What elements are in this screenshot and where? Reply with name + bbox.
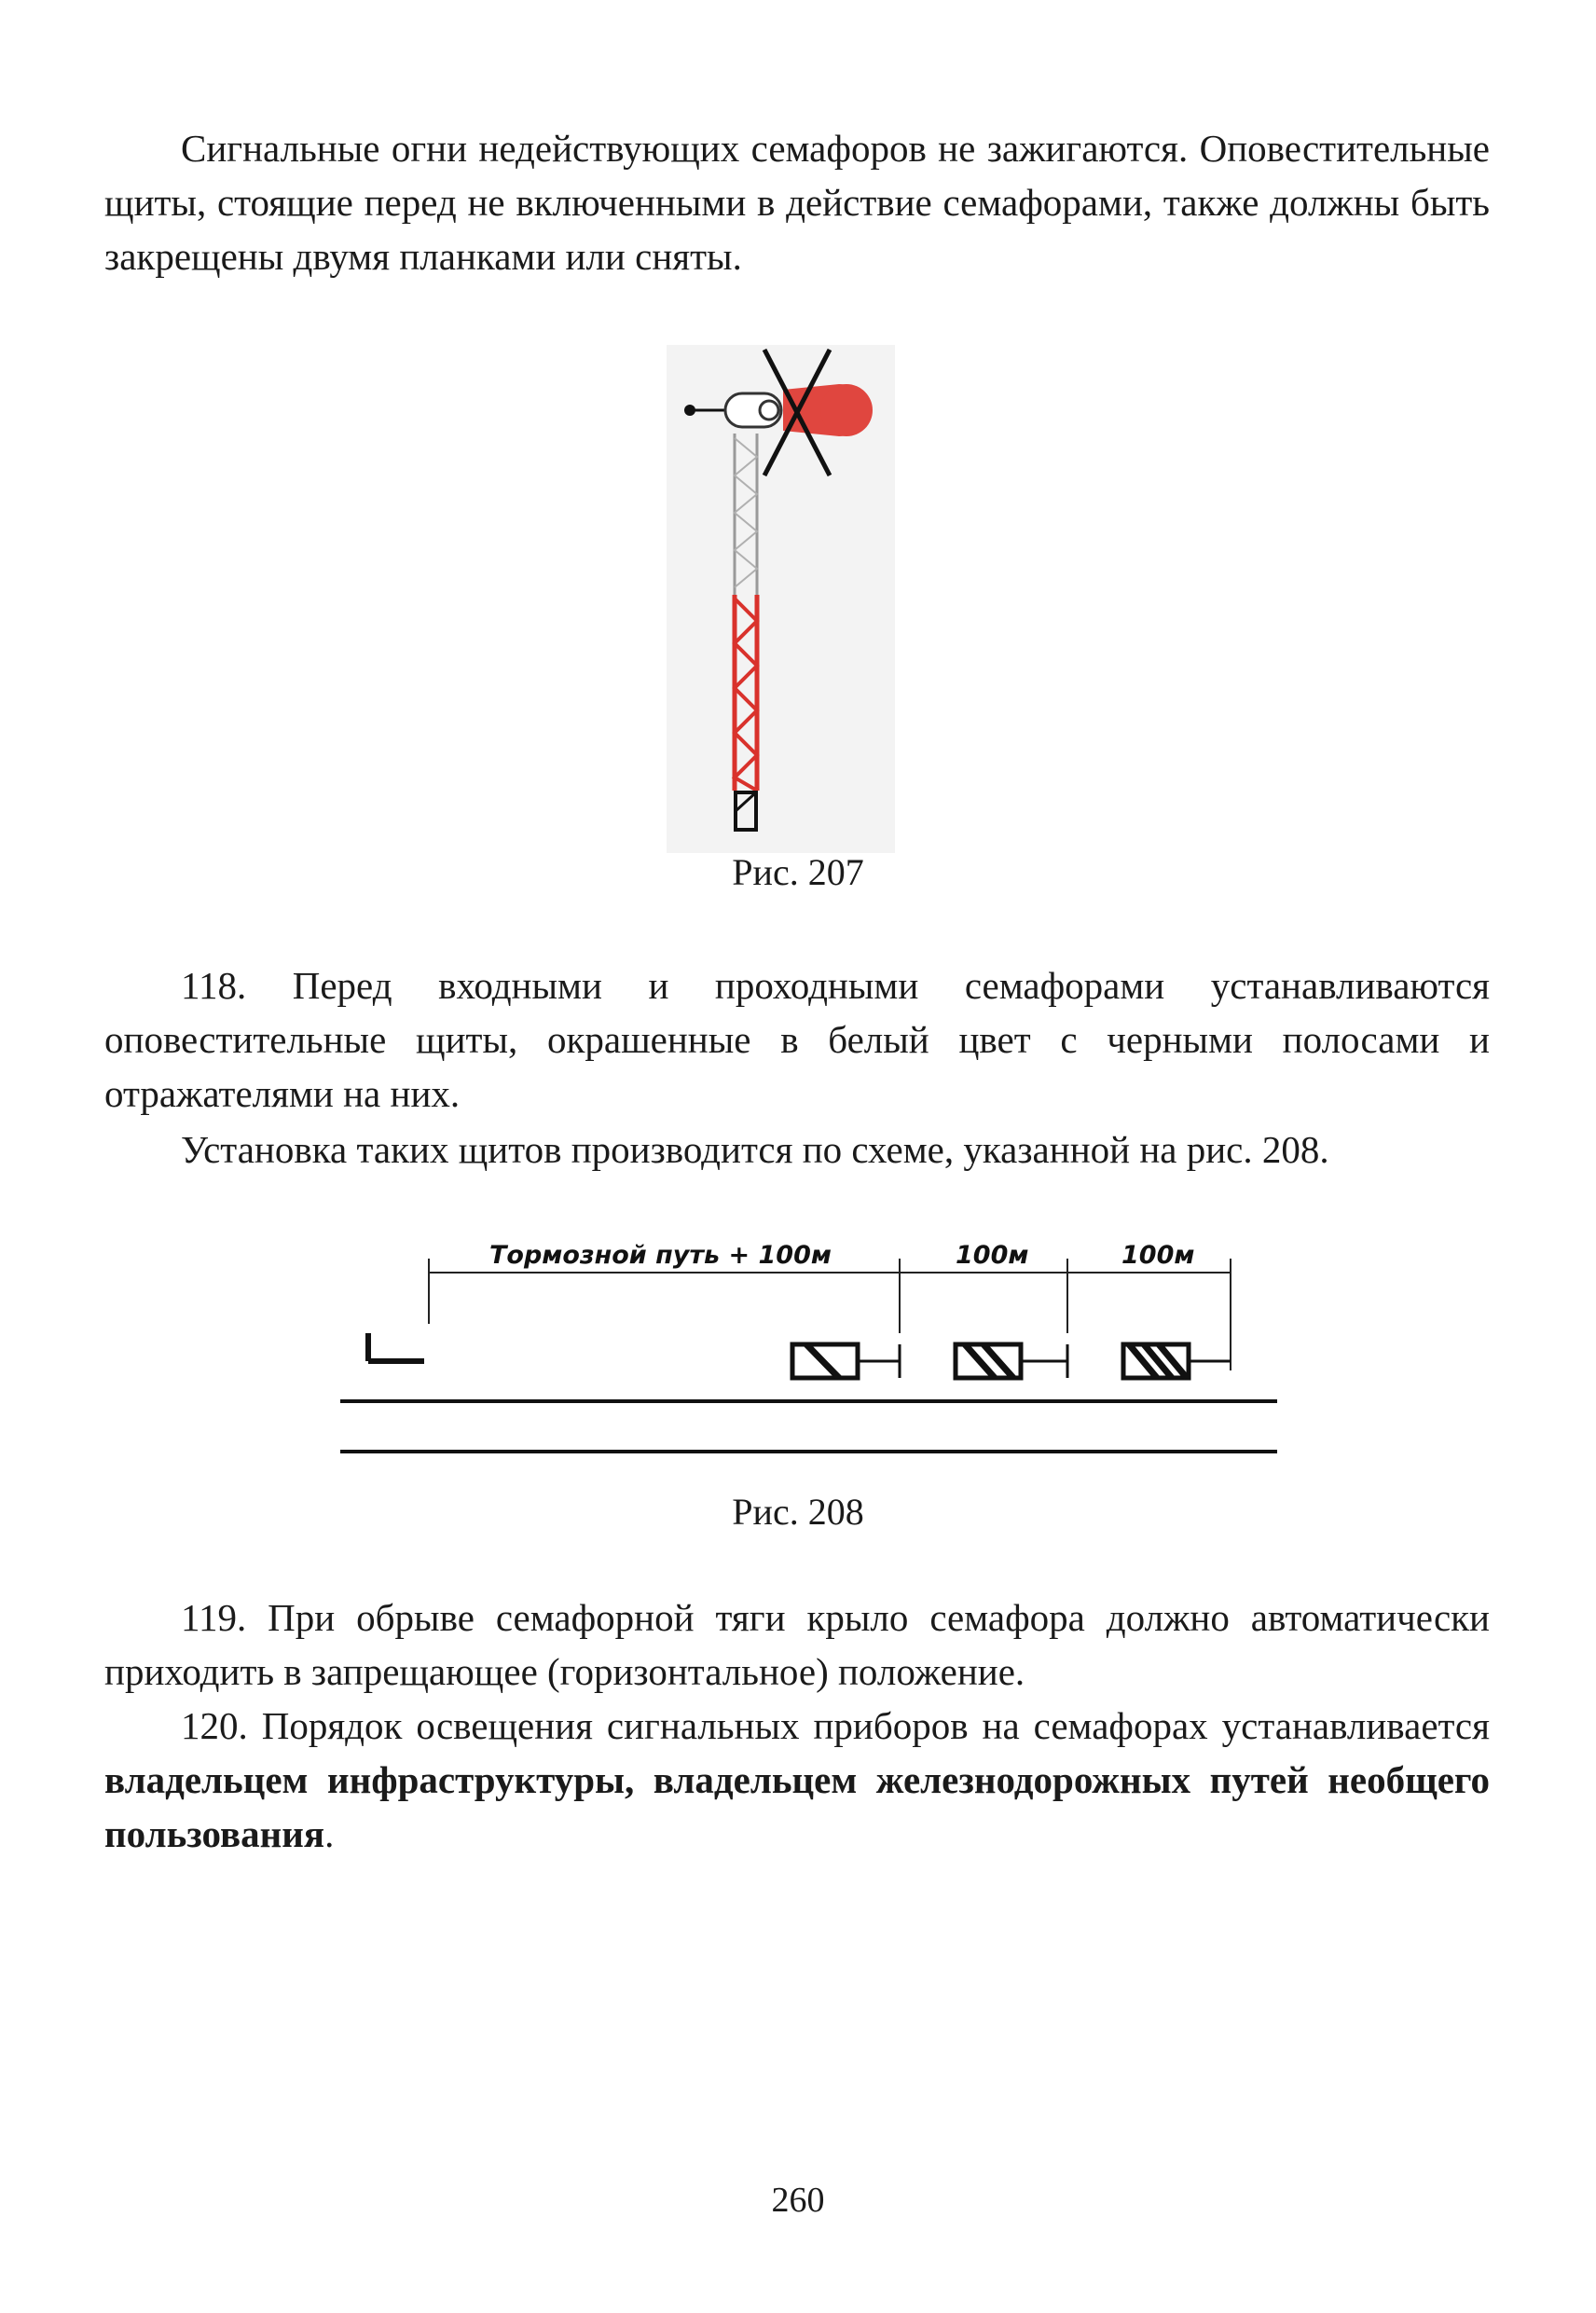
figure-208-caption: Рис. 208 (732, 1491, 864, 1533)
figure-208-scheme (322, 1221, 1328, 1501)
label-segment-3: 100м (1121, 1241, 1195, 1270)
paragraph-120-end: . (324, 1812, 335, 1855)
label-braking-distance: Тормозной путь + 100м (489, 1241, 832, 1270)
figure-207-semaphore (653, 345, 932, 867)
label-segment-2: 100м (956, 1241, 1029, 1270)
paragraph-118-b: Установка таких щитов производится по схеме, указанной на рис. 208. (181, 1128, 1329, 1171)
page-number: 260 (771, 2181, 825, 2220)
paragraph-120-text: 120. Порядок освещения сигнальных приборов на семафорах устанавливается (181, 1704, 1490, 1747)
paragraph-119: 119. При обрыве семафорной тяги крыло семафора должно автоматически приходить в запрещающее (горизонтальное) положение. (104, 1596, 1490, 1693)
figure-207-caption: Рис. 207 (732, 851, 864, 893)
paragraph-118: 118. Перед входными и проходными семафорами устанавливаются оповестительные щиты, окрашенные в белый цвет с черными полосами и отражателями на них. (104, 964, 1490, 1115)
paragraph-120 (104, 1699, 1490, 1861)
paragraph-120-bold: владельцем инфраструктуры, владельцем железнодорожных путей необщего пользования (104, 1758, 1490, 1855)
paragraph-intro: Сигнальные огни недействующих семафоров не зажигаются. Оповестительные щиты, стоящие перед не включенными в действие семафорами, также должны быть закрещены двумя планками или сняты. (104, 127, 1490, 278)
